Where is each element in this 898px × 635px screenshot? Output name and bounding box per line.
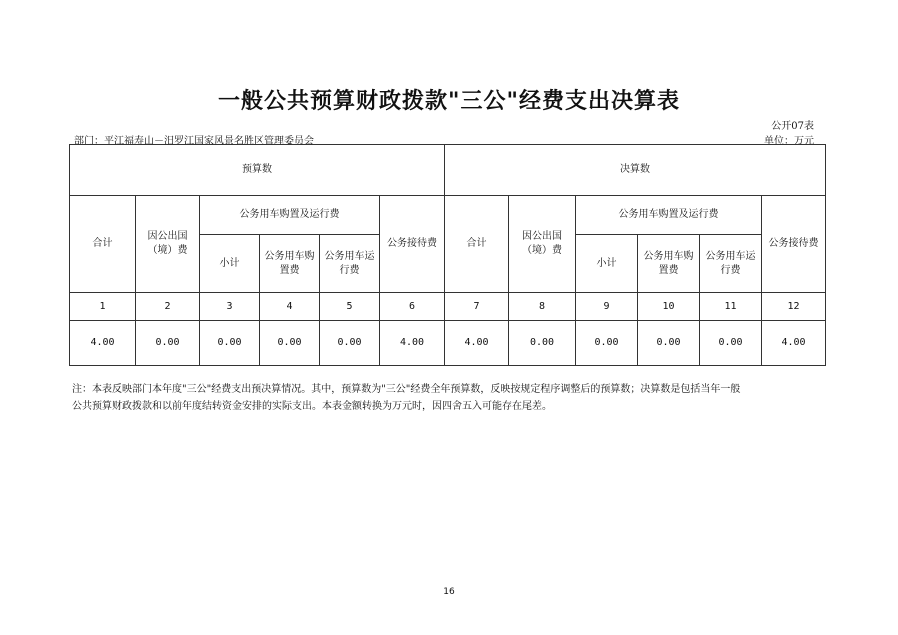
value-cell: 4.00 <box>445 321 509 366</box>
unit-label: 单位：万元 <box>764 136 814 147</box>
column-number: 10 <box>638 293 700 321</box>
value-cell: 0.00 <box>136 321 200 366</box>
header-vehicle-purchase: 公务用车购置费 <box>260 235 320 293</box>
column-number: 6 <box>380 293 445 321</box>
header-vehicle-group: 公务用车购置及运行费 <box>576 196 762 235</box>
column-number: 1 <box>70 293 136 321</box>
header-reception: 公务接待费 <box>762 196 826 293</box>
value-cell: 0.00 <box>638 321 700 366</box>
value-cell: 4.00 <box>70 321 136 366</box>
header-total: 合计 <box>70 196 136 293</box>
column-number: 8 <box>509 293 576 321</box>
column-number: 3 <box>200 293 260 321</box>
department-label: 部门：平江福寿山－汨罗江国家风景名胜区管理委员会 <box>74 136 314 147</box>
header-vehicle-purchase: 公务用车购置费 <box>638 235 700 293</box>
note-line: 公共预算财政拨款和以前年度结转资金安排的实际支出。本表金额转换为万元时，因四舍五入可能存在尾差。 <box>72 401 552 412</box>
column-number: 11 <box>700 293 762 321</box>
value-cell: 0.00 <box>200 321 260 366</box>
header-total: 合计 <box>445 196 509 293</box>
column-number: 4 <box>260 293 320 321</box>
column-number: 2 <box>136 293 200 321</box>
expenditure-table <box>69 144 826 366</box>
value-cell: 0.00 <box>320 321 380 366</box>
header-abroad: 因公出国（境）费 <box>509 196 576 293</box>
header-vehicle-operation: 公务用车运行费 <box>320 235 380 293</box>
header-reception: 公务接待费 <box>380 196 445 293</box>
column-number: 7 <box>445 293 509 321</box>
column-number: 5 <box>320 293 380 321</box>
header-vehicle-group: 公务用车购置及运行费 <box>200 196 380 235</box>
value-cell: 0.00 <box>700 321 762 366</box>
table-note <box>72 381 828 415</box>
header-vehicle-operation: 公务用车运行费 <box>700 235 762 293</box>
header-subtotal: 小计 <box>576 235 638 293</box>
column-number: 9 <box>576 293 638 321</box>
form-code: 公开07表 <box>771 121 814 132</box>
final-group-header: 决算数 <box>445 145 826 196</box>
header-abroad: 因公出国（境）费 <box>136 196 200 293</box>
budget-group-header: 预算数 <box>70 145 445 196</box>
header-subtotal: 小计 <box>200 235 260 293</box>
value-cell: 0.00 <box>509 321 576 366</box>
value-cell: 0.00 <box>576 321 638 366</box>
value-cell: 4.00 <box>762 321 826 366</box>
table-title: 一般公共预算财政拨款"三公"经费支出决算表 <box>218 89 680 114</box>
note-line: 注：本表反映部门本年度"三公"经费支出预决算情况。其中，预算数为"三公"经费全年预算数，反映按规定程序调整后的预算数；决算数是包括当年一般 <box>72 384 741 395</box>
value-cell: 0.00 <box>260 321 320 366</box>
page-number: 16 <box>443 587 455 597</box>
value-cell: 4.00 <box>380 321 445 366</box>
column-number: 12 <box>762 293 826 321</box>
